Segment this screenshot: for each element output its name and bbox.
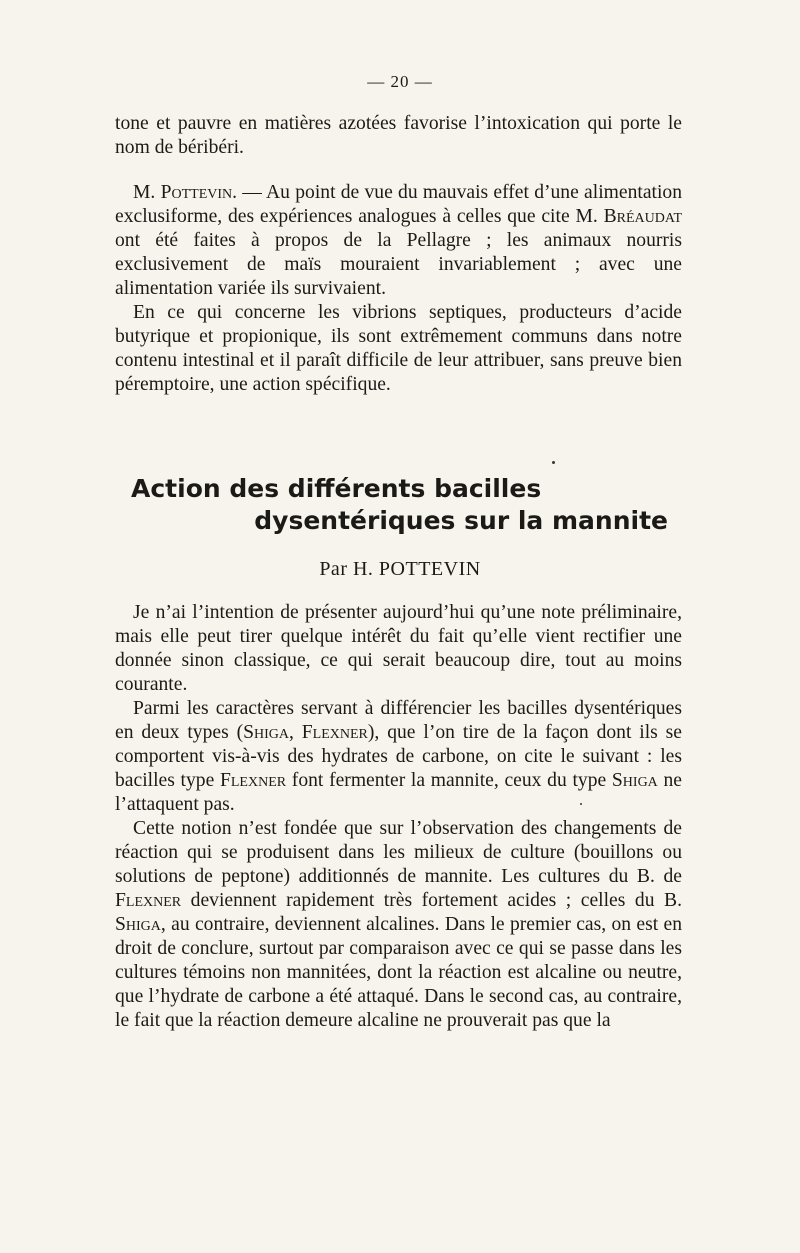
article-p2-text-c: ), que l’on tire de la façon dont ils se comportent vis-à-vis des hydrates de carbone, on cite le suivant : les bacilles type (115, 722, 682, 791)
article-p3-text-b: deviennent rapidement très fortement acides ; celles du B. (181, 890, 682, 911)
discussion-paragraph-2: En ce qui concerne les vibrions septiques, producteurs d’acide butyrique et propionique, ils sont extrêmement communs dans notre contenu intestinal et il paraît difficile de leur attribuer, sans preuve bien péremptoire, une action spécifique. (115, 302, 682, 395)
article-p2-text-b: , (289, 722, 302, 743)
name-flexner: Flexner (115, 890, 182, 911)
page-number: — 20 — (367, 72, 433, 91)
article-title-line-2: dysentériques sur la mannite (254, 506, 668, 535)
discussion-block (115, 181, 682, 397)
intro-paragraph: tone et pauvre en matières azotées favorise l’intoxication qui porte le nom de béribéri. (115, 113, 682, 158)
article-paragraph-2 (115, 697, 682, 817)
name-flexner: Flexner (219, 770, 287, 791)
discussion-text-1b: ont été faites à propos de la Pellagre ; les animaux nourris exclusivement de maïs mouraient invariablement ; avec une alimentation variée ils survivaient. (115, 230, 682, 299)
name-shiga: Shiga (611, 770, 658, 791)
article-p2-text-e: ne l’attaquent pas. (115, 770, 682, 815)
intro-paragraph-block (115, 112, 682, 160)
name-shiga: Shiga (243, 722, 289, 743)
speaker-title: M. (133, 182, 156, 203)
discussion-paragraph-1 (115, 181, 682, 301)
article-p2-text-a: Parmi les caractères servant à différencier les bacilles dysentériques en deux types ( (115, 698, 682, 743)
ink-speck (580, 803, 582, 805)
article-author: Par H. POTTEVIN (319, 558, 481, 580)
article-p2-text-d: font fermenter la mannite, ceux du type (286, 770, 612, 791)
name-flexner: Flexner (301, 722, 368, 743)
article-paragraph-1: Je n’ai l’intention de présenter aujourd’hui qu’une note préliminaire, mais elle peut tirer quelque intérêt du fait qu’elle vient rectifier une donnée sinon classique, ce qui serait beaucoup dire, tout au moins courante. (115, 602, 682, 695)
article-paragraph-3 (115, 817, 682, 1033)
article-p3-text-a: Cette notion n’est fondée que sur l’observation des changements de réaction qui se produisent dans les milieux de culture (bouillons ou solutions de peptone) additionnés de mannite. Les cultures du B. de (115, 818, 682, 887)
cited-name: Bréaudat (603, 206, 682, 227)
ink-speck (552, 461, 555, 464)
article-body (115, 601, 682, 1033)
discussion-text-1a: — Au point de vue du mauvais effet d’une alimentation exclusiforme, des expériences analogues à celles que cite M. (115, 182, 682, 227)
article-p3-text-c: , au contraire, deviennent alcalines. Dans le premier cas, on est en droit de conclure, surtout par comparaison avec ce qui se passe dans les cultures témoins non mannitées, dont la réaction est alcaline ou neutre, que l’hydrate de carbone a été attaqué. Dans le second cas, au contraire, le fait que la réaction demeure alcaline ne prouverait pas que la (115, 914, 682, 1031)
name-shiga: Shiga (115, 914, 161, 935)
article-title-line-1: Action des différents bacilles (131, 474, 542, 503)
speaker-name: Pottevin. (160, 182, 238, 203)
